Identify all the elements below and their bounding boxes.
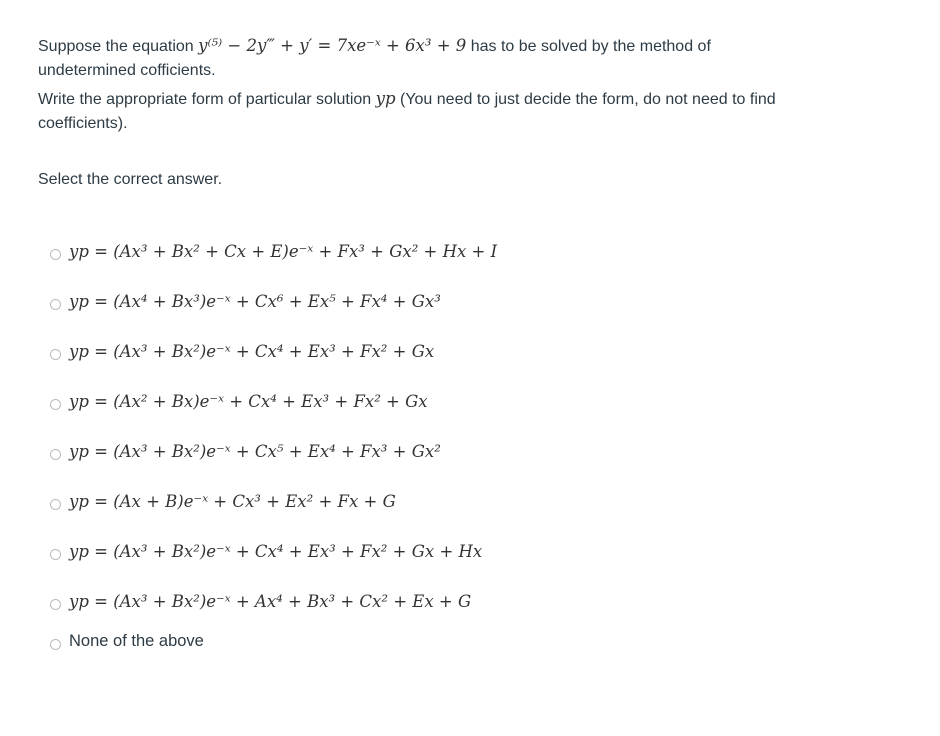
particular-solution-symbol: yp: [375, 89, 396, 108]
answer-option-9[interactable]: [50, 628, 204, 654]
option-label: yp = (Ax³ + Bx² + Cx + E)e⁻ˣ + Fx³ + Gx² + Hx + I: [69, 241, 498, 261]
option-label: None of the above: [69, 631, 204, 650]
option-label: yp = (Ax³ + Bx²)e⁻ˣ + Cx⁴ + Ex³ + Fx² + Gx: [69, 341, 435, 361]
question-line-3-suffix: (You need to just decide the form, do not need to find: [400, 91, 776, 108]
question-prefix: Suppose the equation: [38, 38, 194, 55]
radio-button[interactable]: [50, 249, 61, 260]
question-line-2-text: undetermined cofficients.: [38, 62, 216, 79]
question-line-3-prefix: Write the appropriate form of particular solution: [38, 91, 372, 108]
option-label: yp = (Ax³ + Bx²)e⁻ˣ + Cx⁵ + Ex⁴ + Fx³ + Gx²: [69, 441, 441, 461]
option-label: yp = (Ax² + Bx)e⁻ˣ + Cx⁴ + Ex³ + Fx² + Gx: [69, 391, 428, 411]
answer-option-3[interactable]: [50, 338, 434, 364]
radio-button[interactable]: [50, 449, 61, 460]
answer-option-1[interactable]: [50, 238, 497, 264]
question-line-3: [38, 86, 918, 112]
answer-option-5[interactable]: [50, 438, 441, 464]
radio-button[interactable]: [50, 299, 61, 310]
radio-button[interactable]: [50, 639, 61, 650]
radio-button[interactable]: [50, 599, 61, 610]
question-suffix: has to be solved by the method of: [470, 38, 711, 55]
answer-option-8[interactable]: [50, 588, 471, 614]
answer-option-2[interactable]: [50, 288, 441, 314]
instruction-text: Select the correct answer.: [38, 171, 223, 188]
option-label: yp = (Ax³ + Bx²)e⁻ˣ + Ax⁴ + Bx³ + Cx² + Ex + G: [69, 591, 472, 611]
question-line-4-text: coefficients).: [38, 115, 128, 132]
radio-button[interactable]: [50, 349, 61, 360]
radio-button[interactable]: [50, 549, 61, 560]
answer-option-7[interactable]: [50, 538, 482, 564]
question-line-1: [38, 33, 918, 59]
option-label: yp = (Ax + B)e⁻ˣ + Cx³ + Ex² + Fx + G: [69, 491, 396, 511]
question-line-2: [38, 58, 918, 83]
answer-option-6[interactable]: [50, 488, 396, 514]
option-label: yp = (Ax⁴ + Bx³)e⁻ˣ + Cx⁶ + Ex⁵ + Fx⁴ + Gx³: [69, 291, 441, 311]
option-label: yp = (Ax³ + Bx²)e⁻ˣ + Cx⁴ + Ex³ + Fx² + Gx + Hx: [69, 541, 483, 561]
radio-button[interactable]: [50, 399, 61, 410]
instruction: [38, 167, 918, 192]
radio-button[interactable]: [50, 499, 61, 510]
answer-option-4[interactable]: [50, 388, 428, 414]
question-line-4: [38, 111, 918, 136]
question-equation: y⁽⁵⁾ − 2y‴ + y′ = 7xe⁻ˣ + 6x³ + 9: [198, 36, 467, 55]
